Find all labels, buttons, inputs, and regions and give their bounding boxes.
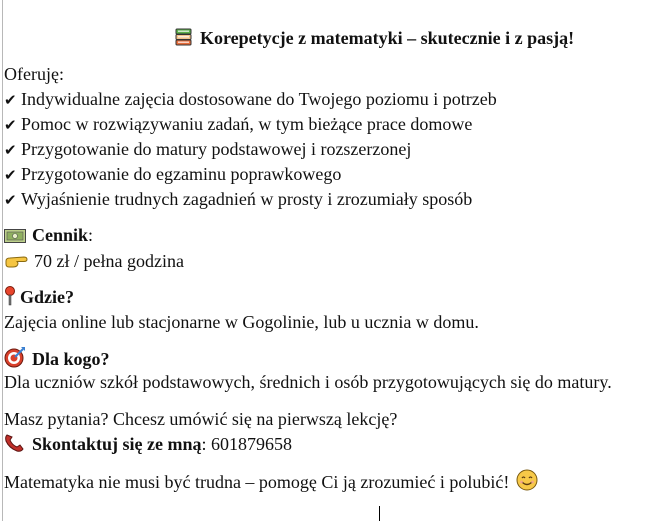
- text-cursor: [379, 506, 380, 521]
- closing-text: Matematyka nie musi być trudna – pomogę Ci ją zrozumieć i polubić!: [4, 472, 510, 492]
- for-whom-heading: [4, 346, 110, 373]
- offer-heading: Oferuję:: [4, 64, 64, 84]
- closing-line: [4, 469, 544, 496]
- where-text: Zajęcia online lub stacjonarne w Gogolinie, lub u ucznia w domu.: [4, 312, 479, 332]
- check-icon: ✔: [4, 93, 17, 109]
- phone-icon: [4, 433, 26, 458]
- offer-item: ✔ Pomoc w rozwiązywaniu zadań, w tym bieżące prace domowe: [4, 113, 472, 137]
- price-text: 70 zł / pełna godzina: [34, 251, 184, 271]
- check-icon: ✔: [4, 143, 17, 159]
- contact-question: Masz pytania? Chcesz umówić się na pierwszą lekcję?: [4, 409, 398, 429]
- pricing-heading: Cennik:: [4, 224, 93, 249]
- document-title: [174, 27, 574, 52]
- where-heading: [4, 286, 74, 311]
- for-whom-label: Dla kogo?: [32, 349, 110, 369]
- title-text: Korepetycje z matematyki – skutecznie i z pasją!: [200, 28, 575, 48]
- check-icon: ✔: [4, 118, 17, 134]
- price-line: [4, 250, 184, 275]
- document-editor[interactable]: [2, 0, 664, 521]
- smiling-face-icon: [516, 469, 538, 496]
- pushpin-icon: [4, 286, 16, 311]
- check-icon: ✔: [4, 168, 17, 184]
- money-icon: [4, 227, 26, 249]
- for-whom-text: Dla uczniów szkół podstawowych, średnich i osób przygotowujących się do matury.: [4, 372, 612, 392]
- offer-item: ✔ Przygotowanie do egzaminu poprawkowego: [4, 163, 341, 187]
- offer-item: ✔ Wyjaśnienie trudnych zagadnień w prosty i zrozumiały sposób: [4, 188, 472, 212]
- check-icon: ✔: [4, 193, 17, 209]
- offer-item: ✔ Indywidualne zajęcia dostosowane do Twojego poziomu i potrzeb: [4, 88, 497, 112]
- contact-line: Skontaktuj się ze mną: 601879658: [4, 433, 292, 458]
- pointing-hand-icon: [4, 252, 28, 275]
- pricing-label: Cennik: [32, 225, 89, 245]
- target-icon: [4, 346, 26, 373]
- contact-label: Skontaktuj się ze mną: [32, 434, 202, 454]
- phone-number: 601879658: [206, 434, 293, 454]
- offer-item: ✔ Przygotowanie do matury podstawowej i rozszerzonej: [4, 138, 411, 162]
- books-icon: [174, 27, 194, 52]
- where-label: Gdzie?: [20, 287, 74, 307]
